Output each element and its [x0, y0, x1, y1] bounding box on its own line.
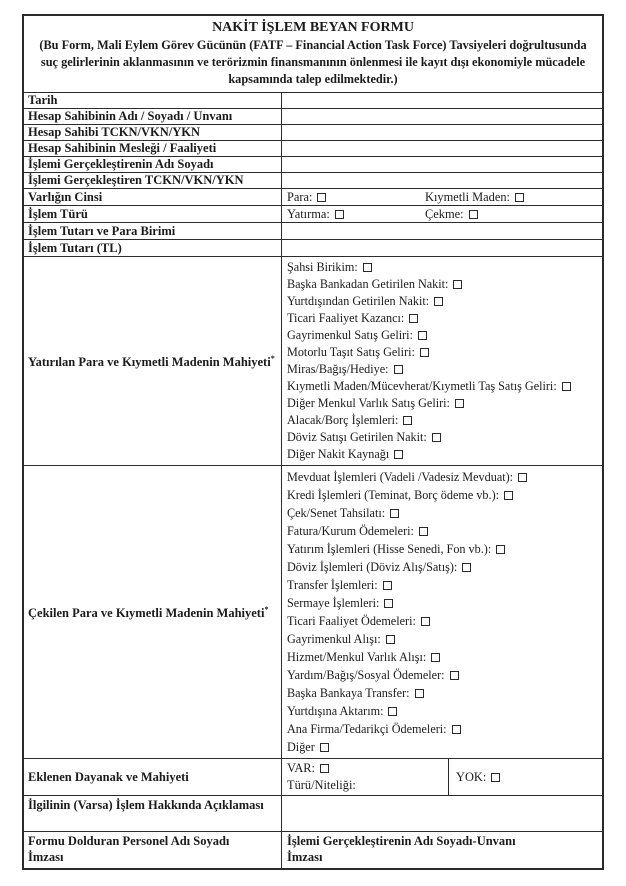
- checkbox[interactable]: [562, 382, 571, 391]
- option-yok: [456, 770, 500, 785]
- section-label: [24, 257, 282, 465]
- checkbox-var[interactable]: [320, 764, 329, 773]
- option-diger: [287, 738, 597, 756]
- checkbox[interactable]: [455, 399, 464, 408]
- option-baska-bankadan-nakit: [287, 276, 597, 293]
- section-label-text: Yatırılan Para ve Kıymetli Madenin Mahiyeti: [28, 355, 271, 370]
- checkbox[interactable]: [450, 671, 459, 680]
- row-islemi-gerceklestiren-adi-soyadi: [24, 156, 602, 172]
- option-label: Çek/Senet Tahsilatı:: [287, 506, 386, 520]
- row-label: İşlem Tutarı (TL): [24, 240, 282, 256]
- personel-imza-cell[interactable]: [24, 832, 282, 868]
- row-ilgili-aciklamasi: [24, 795, 602, 831]
- checkbox-yok[interactable]: [491, 773, 500, 782]
- islem-tutari-tl-input-cell[interactable]: [282, 240, 602, 256]
- option-label: Sermaye İşlemleri:: [287, 596, 380, 610]
- option-label: Diğer Menkul Varlık Satış Geliri:: [287, 396, 450, 410]
- islem-turu-options: [282, 206, 602, 222]
- option-fatura-kurum-odemeleri: [287, 522, 597, 540]
- option-label: Alacak/Borç İşlemleri:: [287, 413, 399, 427]
- option-label: Yurtdışından Getirilen Nakit:: [287, 294, 430, 308]
- yok-cell: [449, 759, 602, 795]
- option-label: Gayrimenkul Satış Geliri:: [287, 328, 413, 342]
- checkbox-cekme[interactable]: [469, 210, 478, 219]
- checkbox[interactable]: [420, 348, 429, 357]
- varligin-cinsi-options: [282, 189, 602, 205]
- option-var: [287, 760, 443, 777]
- row-cekilen-mahiyeti: [24, 465, 602, 758]
- islemi-gerceklestiren-tckn-input-cell[interactable]: [282, 173, 602, 188]
- checkbox[interactable]: [415, 689, 424, 698]
- checkbox[interactable]: [394, 365, 403, 374]
- checkbox[interactable]: [409, 314, 418, 323]
- option-yurtdisina-aktarim: [287, 702, 597, 720]
- row-hesap-sahibi-meslegi: [24, 140, 602, 156]
- row-label: İşlem Tutarı ve Para Birimi: [24, 223, 282, 239]
- personel-imza-line1: Formu Dolduran Personel Adı Soyadı: [28, 834, 230, 848]
- checkbox[interactable]: [462, 563, 471, 572]
- option-label: Gayrimenkul Alışı:: [287, 632, 381, 646]
- tarih-input-cell[interactable]: [282, 93, 602, 108]
- checkbox[interactable]: [504, 491, 513, 500]
- checkbox[interactable]: [390, 509, 399, 518]
- option-label: Diğer: [287, 740, 315, 754]
- section-label: [24, 466, 282, 758]
- row-label: İşlem Türü: [24, 206, 282, 222]
- form-subtitle: (Bu Form, Mali Eylem Görev Gücünün (FATF – Financial Action Task Force) Tavsiyeleri doğrultusunda suç gelirlerinin aklanmasının ve terörizmin finansmanının önlenmesi ile kayıt dışı ekonomiyle mücadele kapsamında talep edilmektedir.): [39, 38, 587, 86]
- option-label: Para:: [287, 190, 313, 204]
- option-doviz-satisi-nakit: [287, 429, 597, 446]
- row-islem-turu: [24, 205, 602, 222]
- option-label: Transfer İşlemleri:: [287, 578, 378, 592]
- option-label: Fatura/Kurum Ödemeleri:: [287, 524, 414, 538]
- gerceklestiren-imza-line2: İmzası: [287, 850, 323, 864]
- option-label: Kredi İşlemleri (Teminat, Borç ödeme vb.):: [287, 488, 500, 502]
- var-cell: [282, 759, 449, 795]
- checkbox-kiymetli-maden[interactable]: [515, 193, 524, 202]
- option-hizmet-menkul-alisi: [287, 648, 597, 666]
- option-diger-nakit-kaynagi: [287, 446, 597, 463]
- footnote-mark: *: [270, 354, 275, 364]
- option-label: YOK:: [456, 769, 487, 784]
- hesap-sahibi-meslegi-input-cell[interactable]: [282, 141, 602, 156]
- personel-imza-line2: İmzası: [28, 850, 64, 864]
- hesap-sahibi-tckn-input-cell[interactable]: [282, 125, 602, 140]
- row-label: Hesap Sahibinin Mesleği / Faaliyeti: [24, 141, 282, 156]
- option-cekme: [425, 206, 478, 222]
- option-label: Mevduat İşlemleri (Vadeli /Vadesiz Mevduat):: [287, 470, 514, 484]
- option-label: Motorlu Taşıt Satış Geliri:: [287, 345, 415, 359]
- row-imza: [24, 831, 602, 868]
- option-label: Başka Bankaya Transfer:: [287, 686, 410, 700]
- option-label: Ticari Faaliyet Kazancı:: [287, 311, 405, 325]
- checkbox-yatirma[interactable]: [335, 210, 344, 219]
- option-yardim-bagis-sosyal: [287, 666, 597, 684]
- row-hesap-sahibi-tckn: [24, 124, 602, 140]
- option-label: Kıymetli Maden/Mücevherat/Kıymetli Taş Satış Geliri:: [287, 379, 557, 393]
- option-mevduat-islemleri: [287, 468, 597, 486]
- option-gayrimenkul-satis-geliri: [287, 327, 597, 344]
- row-label-text: Eklenen Dayanak ve Mahiyeti: [28, 770, 189, 784]
- checkbox[interactable]: [431, 653, 440, 662]
- option-label: Döviz İşlemleri (Döviz Alış/Satış):: [287, 560, 458, 574]
- checkbox[interactable]: [434, 297, 443, 306]
- option-label: Kıymetli Maden:: [425, 190, 510, 204]
- option-label: Hizmet/Menkul Varlık Alışı:: [287, 650, 427, 664]
- option-label: Ticari Faaliyet Ödemeleri:: [287, 614, 416, 628]
- row-label: İlgilinin (Varsa) İşlem Hakkında Açıklaması: [24, 796, 282, 831]
- row-tarih: [24, 92, 602, 108]
- option-yurtdisindan-nakit: [287, 293, 597, 310]
- row-islemi-gerceklestiren-tckn: [24, 172, 602, 188]
- form-title: NAKİT İŞLEM BEYAN FORMU: [212, 20, 414, 35]
- option-label: Yurtdışına Aktarım:: [287, 704, 384, 718]
- row-hesap-sahibi-adi-soyadi-unvani: [24, 108, 602, 124]
- option-gayrimenkul-alisi: [287, 630, 597, 648]
- checkbox[interactable]: [419, 527, 428, 536]
- option-kiymetli-maden: [425, 189, 524, 205]
- option-label: Başka Bankadan Getirilen Nakit:: [287, 277, 449, 291]
- attachment-options: [282, 759, 602, 795]
- nakit-islem-beyan-formu: [22, 14, 604, 870]
- withdraw-options-list: [282, 466, 602, 758]
- row-eklenen-dayanak: [24, 758, 602, 795]
- option-miras-bagis-hediye: [287, 361, 597, 378]
- option-diger-menkul-satis-geliri: [287, 395, 597, 412]
- option-sermaye-islemleri: [287, 594, 597, 612]
- checkbox[interactable]: [320, 743, 329, 752]
- checkbox[interactable]: [383, 581, 392, 590]
- row-yatirilan-mahiyeti: [24, 256, 602, 465]
- row-label: Tarih: [24, 93, 282, 108]
- option-transfer-islemleri: [287, 576, 597, 594]
- option-label: Şahsi Birikim:: [287, 260, 358, 274]
- gerceklestiren-imza-line1: İşlemi Gerçekleştirenin Adı Soyadı-Unvanı: [287, 834, 516, 848]
- checkbox[interactable]: [388, 707, 397, 716]
- option-yatirma: [287, 206, 425, 222]
- checkbox[interactable]: [394, 450, 403, 459]
- option-label: Yardım/Bağış/Sosyal Ödemeler:: [287, 668, 445, 682]
- row-label: İşlemi Gerçekleştirenin Adı Soyadı: [24, 157, 282, 172]
- attachment-type-label: Türü/Niteliği:: [287, 778, 356, 792]
- checkbox[interactable]: [386, 635, 395, 644]
- option-yatirim-islemleri: [287, 540, 597, 558]
- option-label: Yatırım İşlemleri (Hisse Senedi, Fon vb.):: [287, 542, 492, 556]
- footnote-mark: *: [264, 605, 269, 615]
- checkbox[interactable]: [453, 280, 462, 289]
- row-label: Hesap Sahibinin Adı / Soyadı / Unvanı: [24, 109, 282, 124]
- option-baska-bankaya-transfer: [287, 684, 597, 702]
- option-label: Diğer Nakit Kaynağı: [287, 447, 390, 461]
- checkbox[interactable]: [421, 617, 430, 626]
- row-label: Hesap Sahibi TCKN/VKN/YKN: [24, 125, 282, 140]
- gerceklestiren-imza-cell[interactable]: [282, 832, 602, 868]
- checkbox[interactable]: [432, 433, 441, 442]
- deposit-options-list: [282, 257, 602, 465]
- option-para: [287, 189, 425, 205]
- islem-tutari-para-birimi-input-cell[interactable]: [282, 223, 602, 239]
- checkbox-para[interactable]: [317, 193, 326, 202]
- option-label: Çekme:: [425, 207, 464, 221]
- option-ana-firma-tedarikci: [287, 720, 597, 738]
- checkbox[interactable]: [452, 725, 461, 734]
- checkbox[interactable]: [418, 331, 427, 340]
- checkbox[interactable]: [496, 545, 505, 554]
- checkbox[interactable]: [384, 599, 393, 608]
- checkbox[interactable]: [403, 416, 412, 425]
- option-cek-senet-tahsilati: [287, 504, 597, 522]
- option-sahsi-birikim: [287, 259, 597, 276]
- checkbox[interactable]: [363, 263, 372, 272]
- option-kredi-islemleri: [287, 486, 597, 504]
- aciklama-input-cell[interactable]: [282, 796, 602, 831]
- option-ticari-faaliyet-odemeleri: [287, 612, 597, 630]
- option-motorlu-tasit-satis-geliri: [287, 344, 597, 361]
- hesap-sahibi-adi-input-cell[interactable]: [282, 109, 602, 124]
- option-ticari-faaliyet-kazanci: [287, 310, 597, 327]
- option-kiymetli-maden-satis-geliri: [287, 378, 597, 395]
- option-alacak-borc-islemleri: [287, 412, 597, 429]
- option-doviz-islemleri: [287, 558, 597, 576]
- option-label: Miras/Bağış/Hediye:: [287, 362, 389, 376]
- section-label-text: Çekilen Para ve Kıymetli Madenin Mahiyeti: [28, 606, 265, 621]
- row-varligin-cinsi: [24, 188, 602, 205]
- option-label: Döviz Satışı Getirilen Nakit:: [287, 430, 427, 444]
- row-label: [24, 759, 282, 795]
- checkbox[interactable]: [518, 473, 527, 482]
- islemi-gerceklestiren-adi-input-cell[interactable]: [282, 157, 602, 172]
- form-header: [24, 16, 602, 92]
- row-islem-tutari-para-birimi: [24, 222, 602, 239]
- option-label: Ana Firma/Tedarikçi Ödemeleri:: [287, 722, 447, 736]
- option-label: Yatırma:: [287, 207, 330, 221]
- row-label: Varlığın Cinsi: [24, 189, 282, 205]
- row-label: İşlemi Gerçekleştiren TCKN/VKN/YKN: [24, 173, 282, 188]
- option-label: VAR:: [287, 761, 316, 775]
- row-islem-tutari-tl: [24, 239, 602, 256]
